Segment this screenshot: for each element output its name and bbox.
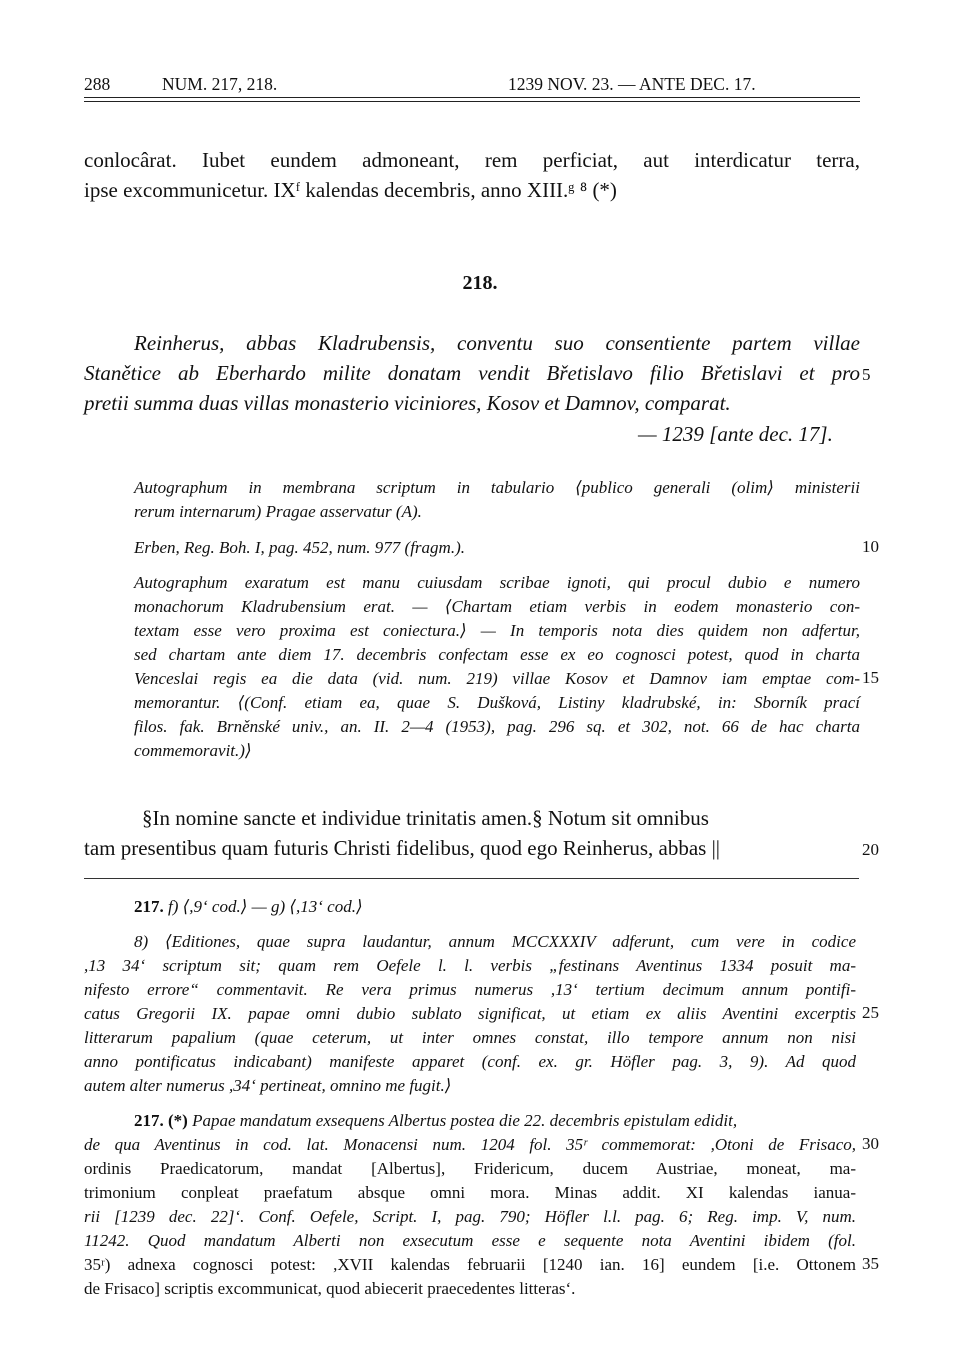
- line-number: 5: [862, 365, 871, 384]
- footnote-rule: [84, 878, 859, 879]
- prev-text-line: conlocârat. Iubet eundem admoneant, rem perficiat, aut interdicatur terra,: [84, 148, 860, 172]
- text-line: §In nomine sancte et individue trinitatis amen.§ Notum sit omnibus: [142, 806, 709, 830]
- line-number: 35: [862, 1254, 879, 1273]
- footnote-text: f) ⟨,9‘ cod.⟩ — g) ⟨,13‘ cod.⟩: [168, 897, 363, 916]
- footnote-ref: 217.: [134, 897, 164, 916]
- line-number: 25: [862, 1003, 879, 1022]
- document-number: 218.: [462, 272, 498, 294]
- apparatus-line: rerum internarum) Pragae asservatur (A).: [134, 502, 422, 521]
- line-number: 30: [862, 1134, 879, 1153]
- header-doc-numbers: NUM. 217, 218.: [162, 74, 278, 94]
- footnote-line: 35ʳ) adnexa cognosci potest: ,XVII kalendas februarii [1240 ian. 16] eundem [i.e. Ottonem: [84, 1255, 856, 1274]
- footnote-star: [134, 1111, 737, 1131]
- footnote-line: litterarum papalium (quae ceterum, ut inter omnes constat, illo tempore annum non nisi: [84, 1028, 856, 1047]
- footnote-ref: 217. (*): [134, 1111, 188, 1130]
- footnote-line: ,13 34‘ scriptum sit; quam rem Oefele l. l. verbis „festinans Aventinus 1334 posuit ma-: [84, 956, 856, 975]
- regest-line: Reinherus, abbas Kladrubensis, conventu suo consentiente partem villae: [134, 331, 860, 355]
- regest-date: — 1239 [ante dec. 17].: [638, 422, 833, 446]
- footnote-line: de Frisaco] scriptis excommunicat, quod abiecerit praecedentes litteras‘.: [84, 1279, 576, 1298]
- line-number: 10: [862, 537, 879, 556]
- prev-text-line: ipse excommunicetur. IXᶠ kalendas decembris, anno XIII.ᵍ ⁸ (*): [84, 178, 617, 202]
- regest-line: pretii summa duas villas monasterio viciniores, Kosov et Damnov, comparat.: [84, 391, 731, 415]
- footnote-line: de qua Aventinus in cod. lat. Monacensi num. 1204 fol. 35ʳ commemorat: ,Otoni de Frisaco,: [84, 1135, 856, 1154]
- footnote-line: autem alter numerus ,34‘ pertineat, omnino me fugit.⟩: [84, 1076, 452, 1095]
- regest-line: Stanětice ab Eberhardo milite donatam vendit Břetislavo filio Břetislavi et pro: [84, 361, 860, 385]
- apparatus-line: commemoravit.)⟩: [134, 741, 252, 760]
- footnote-text: Papae mandatum exsequens Albertus postea die 22. decembris epistulam edidit,: [192, 1111, 738, 1130]
- apparatus-line: sed chartam ante diem 17. decembris confectam esse ex eo cognosci potest, quod in charta: [134, 645, 860, 664]
- text-line: tam presentibus quam futuris Christi fidelibus, quod ego Reinherus, abbas ||: [84, 836, 720, 860]
- footnote-line: trimonium conpleat praefatum absque omni mora. Minas addit. XI kalendas ianua-: [84, 1183, 856, 1202]
- apparatus-line: Autographum in membrana scriptum in tabulario ⟨publico generali (olim⟩ ministerii: [134, 478, 860, 497]
- apparatus-line: Erben, Reg. Boh. I, pag. 452, num. 977 (fragm.).: [134, 538, 465, 557]
- footnote-line: rii [1239 dec. 22]‘. Conf. Oefele, Script. I, pag. 790; Höfler l.l. pag. 6; Reg. imp. V, num.: [84, 1207, 856, 1226]
- page-number: 288: [84, 74, 111, 94]
- apparatus-line: Autographum exaratum est manu cuiusdam scribae ignoti, qui procul dubio e numero: [134, 573, 860, 592]
- footnote-line: ordinis Praedicatorum, mandat [Albertus], Fridericum, ducem Austriae, moneat, ma-: [84, 1159, 856, 1178]
- footnote-critical: [134, 897, 363, 917]
- apparatus-line: monachorum Kladrubensium erat. — ⟨Chartam etiam verbis in eodem monasterio con-: [134, 597, 860, 616]
- footnote-line: nifesto errore“ commentavit. Re vera primus numerus ,13‘ tertium decimum annum pontifi-: [84, 980, 856, 999]
- line-number: 15: [862, 668, 879, 687]
- header-rule-2: [84, 101, 860, 102]
- apparatus-line: memorantur. ⟨(Conf. etiam ea, quae S. Dušková, Listiny kladrubské, in: Sborník prací: [134, 693, 860, 712]
- apparatus-line: filos. fak. Brněnské univ., an. II. 2—4 (1953), pag. 296 sq. et 302, not. 66 de hac charta: [134, 717, 860, 736]
- footnote-line: anno pontificatus indicabant) manifeste apparet (conf. ex. gr. Höfler pag. 3, 9). Ad quod: [84, 1052, 856, 1071]
- header-date-range: 1239 NOV. 23. — ANTE DEC. 17.: [508, 74, 756, 94]
- footnote-line: 11242. Quod mandatum Alberti non exsecutum esse e sequente nota Aventini ibidem (fol.: [84, 1231, 856, 1250]
- footnote-line: 8) ⟨Editiones, quae supra laudantur, annum MCCXXXIV adferunt, cum vere in codice: [134, 932, 856, 951]
- line-number: 20: [862, 840, 879, 859]
- apparatus-line: Venceslai regis ea die data (vid. num. 219) villae Kosov et Damnov iam emptae com-: [134, 669, 860, 688]
- apparatus-line: textam esse vero proxima est coniectura.⟩ — In temporis nota dies quidem non adfertur,: [134, 621, 860, 640]
- running-header: [84, 74, 860, 96]
- header-rule: [84, 97, 860, 98]
- footnote-line: catus Gregorii IX. papae omni dubio sublato significat, ut etiam ex aliis Aventini excerptis: [84, 1004, 856, 1023]
